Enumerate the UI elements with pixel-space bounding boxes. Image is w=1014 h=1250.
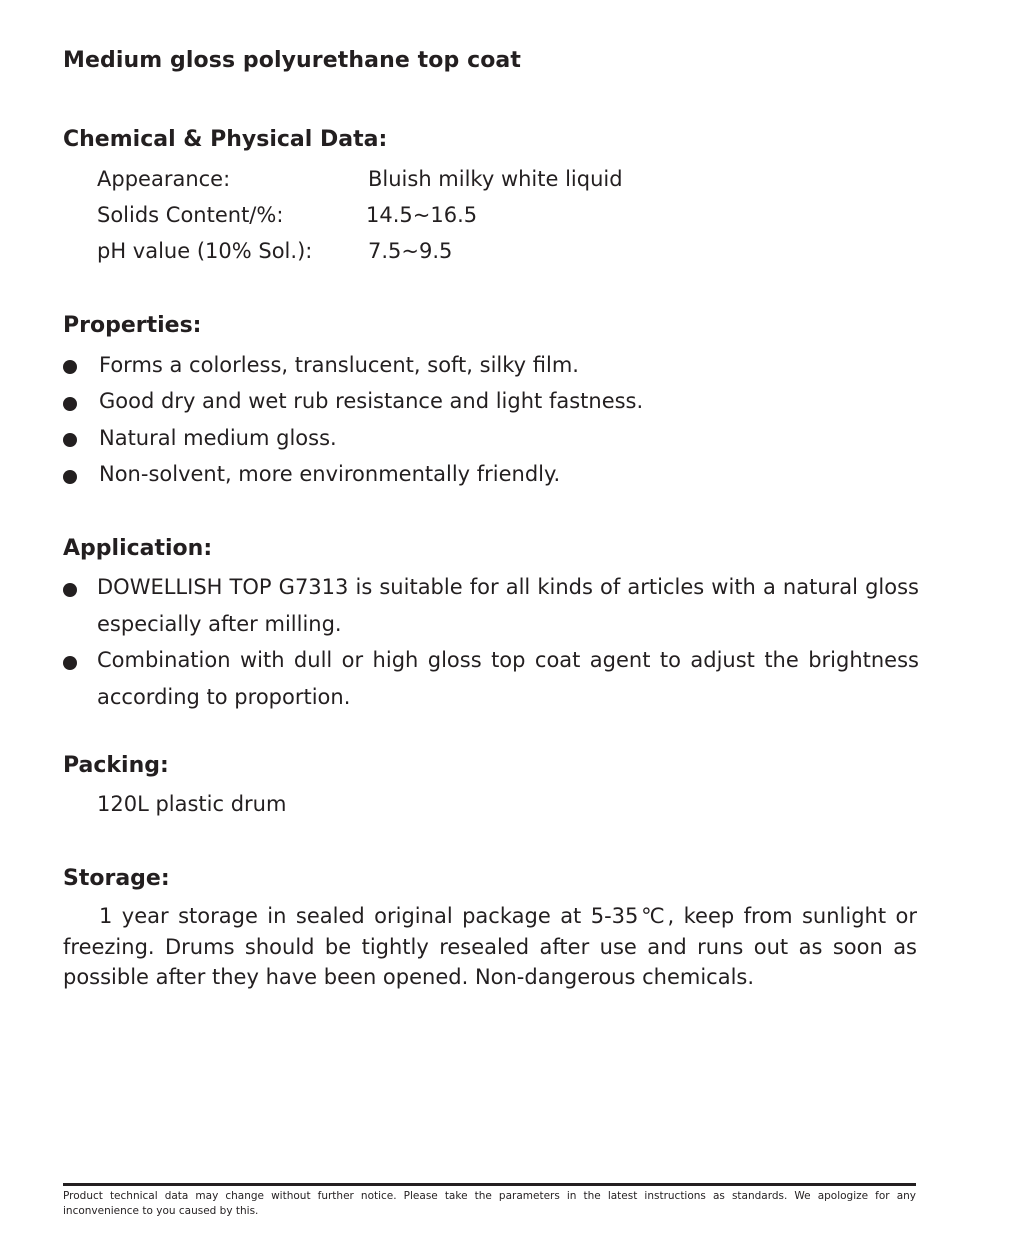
solids-content-label: Solids Content/%: <box>97 203 284 227</box>
appearance-label: Appearance: <box>97 167 231 191</box>
application-item: Combination with dull or high gloss top coat agent to adjust the brightness according to proportion. <box>97 648 919 709</box>
chemical-data-heading: Chemical & Physical Data: <box>63 127 388 152</box>
application-heading: Application: <box>63 536 213 561</box>
bullet-icon <box>63 656 77 670</box>
storage-heading: Storage: <box>63 866 170 891</box>
properties-heading: Properties: <box>63 313 202 338</box>
bullet-icon <box>63 583 77 597</box>
solids-content-value: 14.5~16.5 <box>366 203 478 227</box>
property-item: Natural medium gloss. <box>99 426 337 450</box>
packing-text: 120L plastic drum <box>97 792 287 816</box>
footer-disclaimer: Product technical data may change without further notice. Please take the parameters in the latest instructions as standards. We apologize for any inconvenience to you caused by this. <box>63 1190 916 1217</box>
page-title: Medium gloss polyurethane top coat <box>63 48 521 73</box>
appearance-value: Bluish milky white liquid <box>368 167 623 191</box>
bullet-icon <box>63 360 77 374</box>
bullet-icon <box>63 397 77 411</box>
storage-text: 1 year storage in sealed original package at 5-35℃, keep from sunlight or freezing. Drums should be tightly resealed after use and runs out as soon as possible after they have been opened. Non-dangerous chemicals. <box>63 904 917 989</box>
bullet-icon <box>63 470 77 484</box>
bullet-icon <box>63 433 77 447</box>
property-item: Good dry and wet rub resistance and light fastness. <box>99 389 644 413</box>
property-item: Non-solvent, more environmentally friendly. <box>99 462 561 486</box>
ph-value-value: 7.5~9.5 <box>368 239 453 263</box>
property-item: Forms a colorless, translucent, soft, silky film. <box>99 353 579 377</box>
application-item: DOWELLISH TOP G7313 is suitable for all kinds of articles with a natural gloss especially after milling. <box>97 575 919 636</box>
ph-value-label: pH value (10% Sol.): <box>97 239 313 263</box>
packing-heading: Packing: <box>63 753 169 778</box>
footer-divider <box>63 1183 916 1186</box>
